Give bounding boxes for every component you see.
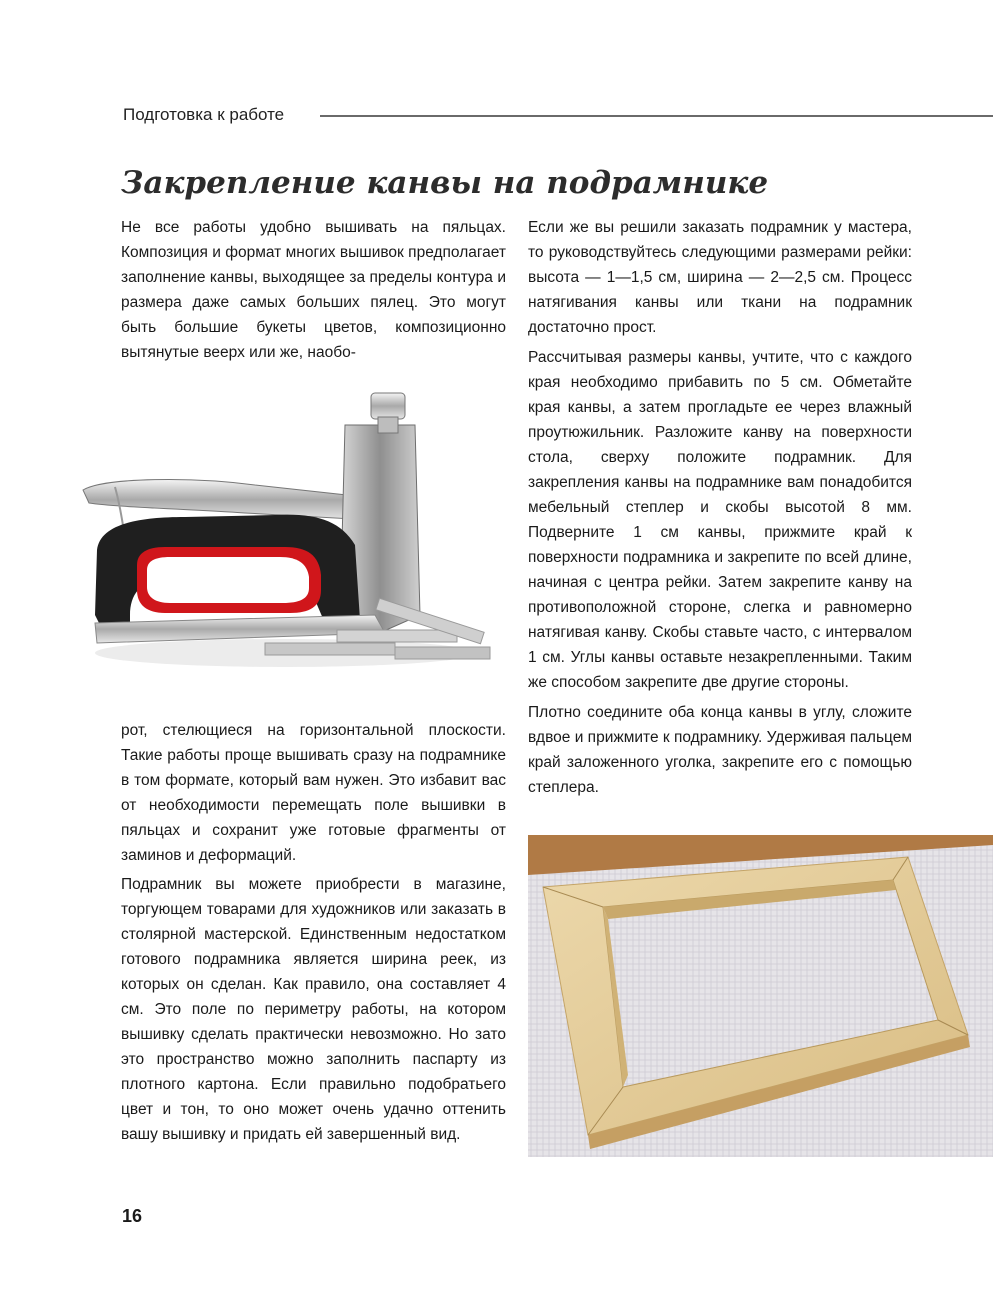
section-header: Подготовка к работе [123,105,285,124]
stretcher-frame-image [528,835,993,1157]
left-column-bottom [121,718,506,1147]
paragraph-order-frame: Если же вы решили заказать подрамник у мастера, то руководствуйтесь следующими размерами рейки: высота — 1—1,5 см, ширина — 2—2,5 см. Процесс натягивания канвы или ткани на подрамник достаточно прост. [528,219,912,336]
stapler-image [75,385,515,700]
page-title: Закрепление канвы на подрамнике [121,165,769,201]
paragraph-buy-frame: Подрамник вы можете приобрести в магазине, торгующем товарами для художников или заказать в столярной мастерской. Единственным недостатком готового подрамника является ширина реек, из которых он сделан. Как правило, она составляет 4 см. Это поле по периметру работы, на котором вышивку сделать практически невозможно. Но зато это пространство можно заполнить паспарту из плотного картона. Если правильно подобратьего цвет и тон, то оно может очень удачно оттенить вашу вышивку и придать ей завершенный вид. [121,876,506,1143]
paragraph-stretching: Рассчитывая размеры канвы, учтите, что с каждого края необходимо прибавить по 5 см. Обметайте края канвы, а затем прогладьте ее через влажный проутюжильник. Разложите канву на поверхности стола, сверху положите подрамник. Для закрепления канвы на подрамнике вам понадобится мебельный степлер и скобы высотой 8 мм. Подверните 1 см канвы, прижмите край к поверхности подрамника и закрепите по всей длине, начиная с центра рейки. Затем закрепите канву на противоположной стороне, слегка и равномерно натягивая канву. Скобы ставьте часто, с интервалом 1 см. Углы канвы оставьте незакрепленными. Таким же способом закрепите две другие стороны. [528,349,912,691]
right-column [528,215,912,800]
paragraph-intro: Не все работы удобно вышивать на пяльцах. Композиция и формат многих вышивок предполагает заполнение канвы, выходящее за пределы контура и размера даже самых больших пялец. Это могут быть большие букеты цветов, композиционно вытянутые веерх или же, наобо- [121,219,506,361]
page-number: 16 [122,1206,143,1226]
paragraph-corners: Плотно соедините оба конца канвы в углу, сложите вдвое и прижмите к подрамнику. Удерживая пальцем край заложенного уголка, закрепите его с помощью степлера. [528,704,913,796]
header-rule [320,115,993,117]
left-column-top [121,215,506,365]
paragraph-intro-continuation: рот, стелющиеся на горизонтальной плоскости. Такие работы проще вышивать сразу на подрамнике в том формате, который вам нужен. Это избавит вас от необходимости перемещать поле вышивки в пяльцах и сохранит уже готовые фрагменты от заминов и деформаций. [121,722,506,864]
